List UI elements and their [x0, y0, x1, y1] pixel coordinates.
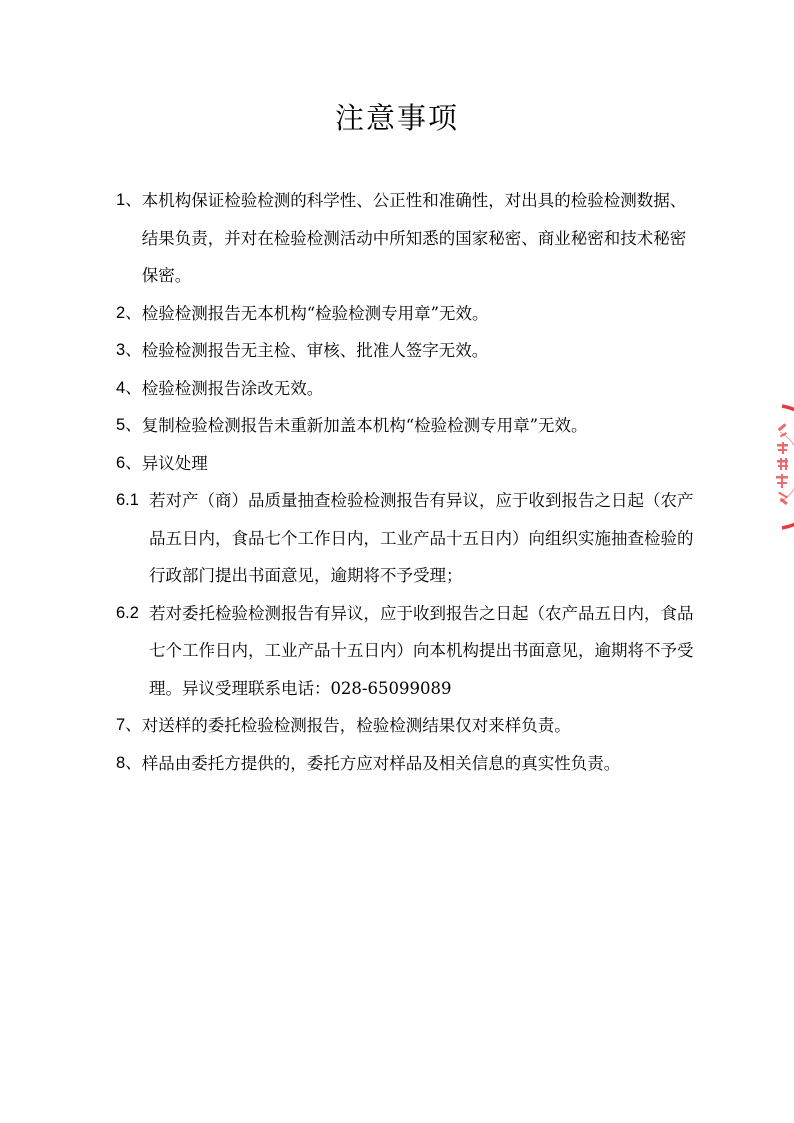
notice-item-8 — [116, 745, 700, 783]
item-number: 1、 — [116, 191, 142, 209]
notice-item-1 — [116, 182, 700, 295]
item-text: 若对委托检验检测报告有异议，应于收到报告之日起（农产品五日内，食品七个工作日内，工业产品十五日内）向本机构提出书面意见，逾期将不予受理。异议受理联系电话：028-65099089 — [148, 603, 694, 698]
notice-item-6 — [116, 445, 700, 483]
notice-item-4 — [116, 370, 700, 408]
item-text: 检验检测报告无主检、审核、批准人签字无效。 — [141, 341, 489, 360]
item-text: 本机构保证检验检测的科学性、公正性和准确性，对出具的检验检测数据、结果负责，并对在检验检测活动中所知悉的国家秘密、商业秘密和技术秘密保密。 — [141, 191, 687, 285]
item-number: 6.2 — [116, 603, 139, 622]
item-text: 检验检测报告涂改无效。 — [141, 378, 324, 398]
item-text: 异议处理 — [141, 453, 208, 473]
item-number: 2、 — [116, 303, 142, 322]
item-text: 检验检测报告无本机构“检验检测专用章”无效。 — [141, 303, 489, 323]
notice-item-3 — [116, 332, 700, 370]
item-text: 对送样的委托检验检测报告，检验检测结果仅对来样负责。 — [141, 716, 571, 735]
item-number: 8、 — [116, 753, 142, 772]
item-number: 4、 — [116, 378, 142, 397]
notice-item-6-1 — [116, 482, 700, 595]
notice-item-7 — [116, 707, 700, 745]
page-title: 注意事项 — [334, 101, 459, 135]
item-number: 7、 — [116, 716, 142, 734]
item-number: 3、 — [116, 341, 142, 359]
item-number: 6.1 — [116, 491, 139, 509]
notice-item-2 — [116, 295, 700, 333]
item-number: 6、 — [116, 453, 142, 472]
item-text: 若对产（商）品质量抽查检验检测报告有异议，应于收到报告之日起（农产品五日内，食品七个工作日内，工业产品十五日内）向组织实施抽查检验的行政部门提出书面意见，逾期将不予受理； — [148, 491, 694, 585]
item-text: 样品由委托方提供的，委托方应对样品及相关信息的真实性负责。 — [141, 753, 621, 773]
notice-item-5 — [116, 407, 700, 445]
item-text: 复制检验检测报告未重新加盖本机构“检验检测专用章”无效。 — [141, 416, 588, 435]
item-number: 5、 — [116, 416, 142, 434]
notice-item-6-2 — [116, 595, 700, 708]
seal-stamp — [772, 402, 794, 532]
notice-list — [116, 182, 700, 782]
